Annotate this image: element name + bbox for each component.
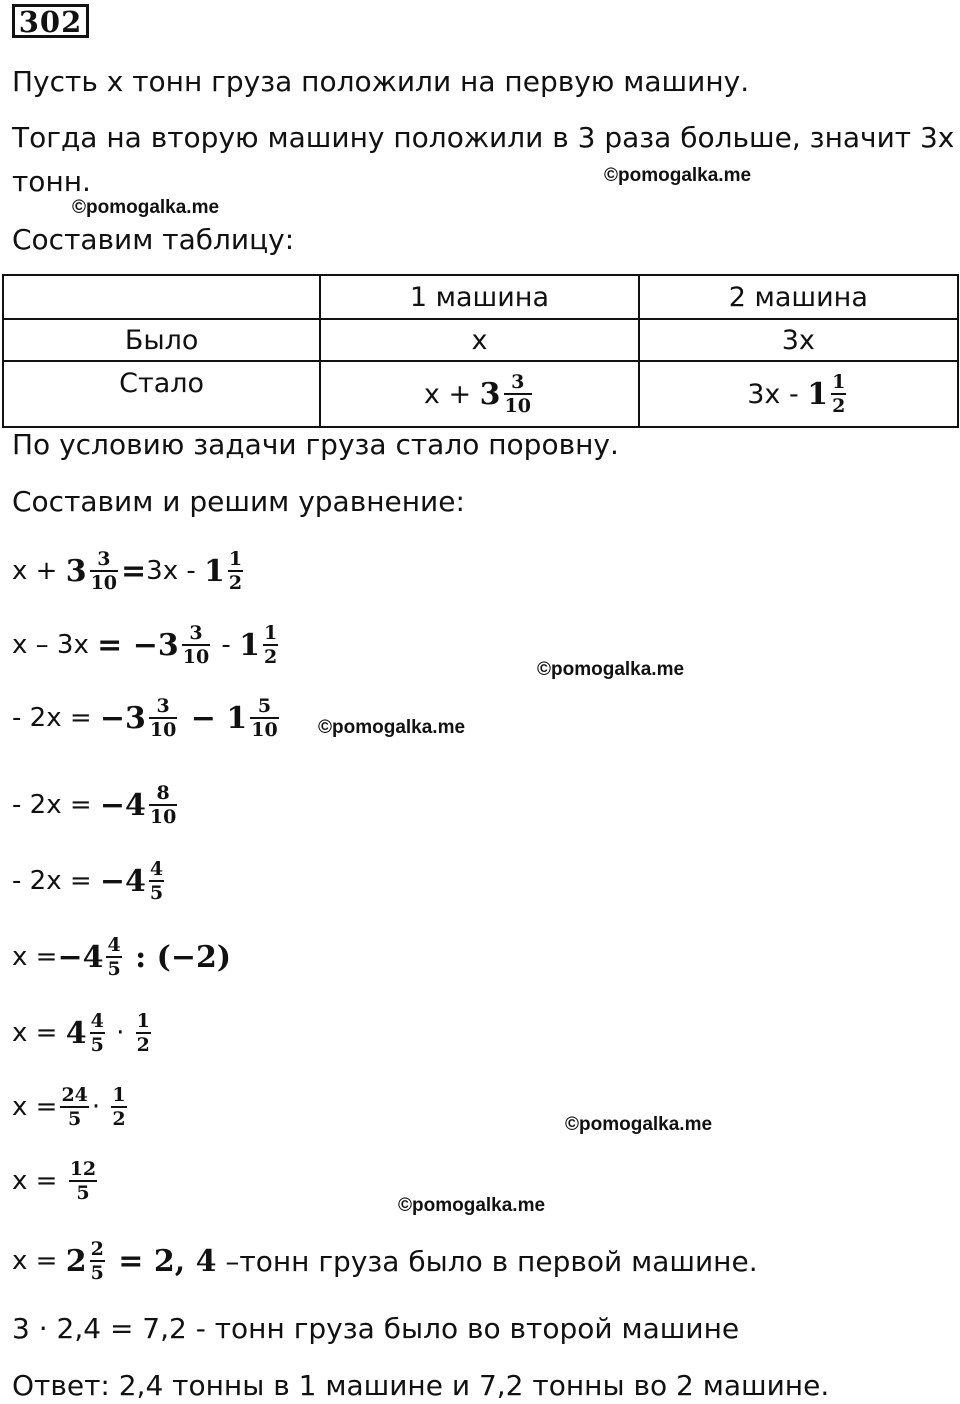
denominator: 2 bbox=[263, 646, 278, 668]
denominator: 2 bbox=[832, 395, 846, 417]
expr-text: х = bbox=[12, 942, 58, 972]
whole-part: −4 bbox=[99, 787, 146, 823]
fraction bbox=[182, 622, 210, 668]
table-row bbox=[3, 361, 958, 427]
expr-text: х = bbox=[12, 1092, 58, 1122]
equation-step-3 bbox=[12, 695, 282, 741]
equation-step-5 bbox=[12, 858, 167, 904]
expr-text: - bbox=[213, 630, 240, 660]
denominator: 2 bbox=[112, 1108, 126, 1130]
watermark: ©pomogalka.me bbox=[604, 165, 752, 186]
whole-part: 1 bbox=[226, 700, 248, 736]
equation-step-10 bbox=[12, 1238, 758, 1284]
fraction bbox=[250, 695, 278, 741]
equals-sign: = bbox=[97, 627, 133, 663]
fraction bbox=[136, 1010, 151, 1056]
multiply-sign: · bbox=[91, 1092, 109, 1122]
numerator: 4 bbox=[107, 934, 121, 956]
condition-text: По условию задачи груза стало поровну. bbox=[12, 428, 619, 461]
row-label-bylo: Было bbox=[3, 319, 320, 361]
table-header-cell: 1 машина bbox=[320, 275, 638, 319]
table-cell: 3х bbox=[639, 319, 958, 361]
fraction bbox=[149, 782, 177, 828]
table-header-cell bbox=[3, 275, 320, 319]
denominator: 10 bbox=[90, 572, 118, 594]
fraction bbox=[90, 548, 118, 594]
numerator: 12 bbox=[69, 1158, 97, 1180]
table-cell bbox=[639, 361, 958, 427]
fraction bbox=[90, 1238, 105, 1284]
fraction bbox=[90, 1010, 105, 1056]
table-header-row bbox=[3, 275, 958, 319]
denominator: 5 bbox=[90, 1262, 104, 1284]
cell-text: х + bbox=[423, 378, 480, 410]
numerator: 4 bbox=[149, 858, 164, 880]
fraction bbox=[106, 934, 121, 980]
denominator: 2 bbox=[136, 1034, 150, 1056]
expr-text: х = bbox=[12, 1246, 66, 1276]
fraction bbox=[831, 371, 846, 417]
whole-part: −3 bbox=[99, 700, 146, 736]
minus-sign: − bbox=[180, 700, 227, 736]
numerator: 8 bbox=[156, 782, 170, 804]
whole-part: 3 bbox=[479, 376, 501, 412]
watermark: ©pomogalka.me bbox=[398, 1195, 546, 1216]
table-header-cell: 2 машина bbox=[639, 275, 958, 319]
expr-text: х – 3х bbox=[12, 630, 98, 660]
table-row bbox=[3, 319, 958, 361]
denominator: 2 bbox=[228, 572, 243, 594]
whole-part: 1 bbox=[807, 376, 829, 412]
fraction bbox=[149, 858, 164, 904]
numerator: 5 bbox=[257, 695, 272, 717]
whole-part: −3 bbox=[132, 627, 179, 663]
equation-step-1 bbox=[12, 548, 246, 594]
intro-line-3: тонн. bbox=[12, 165, 91, 198]
expr-text: х = bbox=[12, 1166, 66, 1196]
expr-text: х = bbox=[12, 1018, 66, 1048]
expr-text: 3х - bbox=[146, 556, 205, 586]
whole-part: 1 bbox=[204, 553, 225, 589]
result-value: = 2, 4 bbox=[107, 1243, 217, 1279]
fraction bbox=[69, 1158, 97, 1204]
watermark: ©pomogalka.me bbox=[565, 1114, 713, 1135]
denominator: 10 bbox=[504, 395, 531, 417]
equation-step-8 bbox=[12, 1084, 130, 1130]
numerator: 4 bbox=[90, 1010, 104, 1032]
numerator: 3 bbox=[511, 371, 525, 393]
expr-text: - 2х = bbox=[12, 790, 100, 820]
denominator: 5 bbox=[68, 1108, 82, 1130]
equation-step-9 bbox=[12, 1158, 100, 1204]
fraction bbox=[228, 548, 243, 594]
second-truck-line: 3 · 2,4 = 7,2 - тонн груза было во второй машине bbox=[12, 1312, 740, 1345]
fraction bbox=[60, 1084, 88, 1130]
whole-part: 4 bbox=[65, 1015, 87, 1051]
intro-line-2: Тогда на вторую машину положили в 3 раза больше, значит 3х bbox=[12, 121, 955, 154]
expr-text: х + bbox=[12, 556, 66, 586]
whole-part: 1 bbox=[239, 627, 260, 663]
whole-part: 3 bbox=[65, 553, 87, 589]
table-cell bbox=[320, 361, 638, 427]
numerator: 3 bbox=[156, 695, 170, 717]
watermark: ©pomogalka.me bbox=[72, 197, 220, 218]
equation-step-4 bbox=[12, 782, 180, 828]
denominator: 5 bbox=[149, 882, 164, 904]
numerator: 1 bbox=[832, 371, 846, 393]
numerator: 1 bbox=[263, 622, 278, 644]
denominator: 10 bbox=[149, 719, 177, 741]
fraction bbox=[111, 1084, 126, 1130]
table-cell: х bbox=[320, 319, 638, 361]
table-prompt: Составим таблицу: bbox=[12, 223, 295, 256]
numerator: 24 bbox=[61, 1084, 88, 1106]
cell-text: 3х - bbox=[747, 378, 808, 410]
denominator: 10 bbox=[251, 719, 278, 741]
equation-step-7 bbox=[12, 1010, 154, 1056]
cargo-table bbox=[2, 274, 959, 428]
problem-number: 302 bbox=[12, 4, 89, 38]
multiply-sign: · bbox=[107, 1018, 133, 1048]
equation-step-6 bbox=[12, 934, 231, 980]
denominator: 5 bbox=[76, 1182, 90, 1204]
expr-text: - 2х = bbox=[12, 866, 100, 896]
equals-sign: = bbox=[121, 553, 147, 589]
numerator: 1 bbox=[136, 1010, 150, 1032]
equation-prompt: Составим и решим уравнение: bbox=[12, 485, 465, 518]
numerator: 3 bbox=[189, 622, 203, 644]
fraction bbox=[149, 695, 177, 741]
fraction bbox=[504, 371, 532, 417]
whole-part: −4 bbox=[57, 939, 104, 975]
numerator: 2 bbox=[90, 1238, 104, 1260]
denominator: 10 bbox=[182, 646, 210, 668]
intro-line-1: Пусть х тонн груза положили на первую машину. bbox=[12, 65, 750, 98]
fraction bbox=[263, 622, 278, 668]
answer-line: Ответ: 2,4 тонны в 1 машине и 7,2 тонны во 2 машине. bbox=[12, 1369, 830, 1402]
numerator: 1 bbox=[112, 1084, 126, 1106]
divisor-expr: : (−2) bbox=[124, 939, 232, 975]
watermark: ©pomogalka.me bbox=[318, 717, 466, 738]
whole-part: −4 bbox=[99, 863, 146, 899]
result-text: –тонн груза было в первой машине. bbox=[216, 1244, 758, 1278]
denominator: 10 bbox=[149, 806, 177, 828]
row-label-stalo: Стало bbox=[3, 361, 320, 427]
expr-text: - 2х = bbox=[12, 703, 100, 733]
numerator: 1 bbox=[228, 548, 243, 570]
numerator: 3 bbox=[97, 548, 111, 570]
whole-part: 2 bbox=[65, 1243, 87, 1279]
equation-step-2 bbox=[12, 622, 281, 668]
denominator: 5 bbox=[90, 1034, 104, 1056]
watermark: ©pomogalka.me bbox=[537, 659, 685, 680]
denominator: 5 bbox=[107, 958, 121, 980]
